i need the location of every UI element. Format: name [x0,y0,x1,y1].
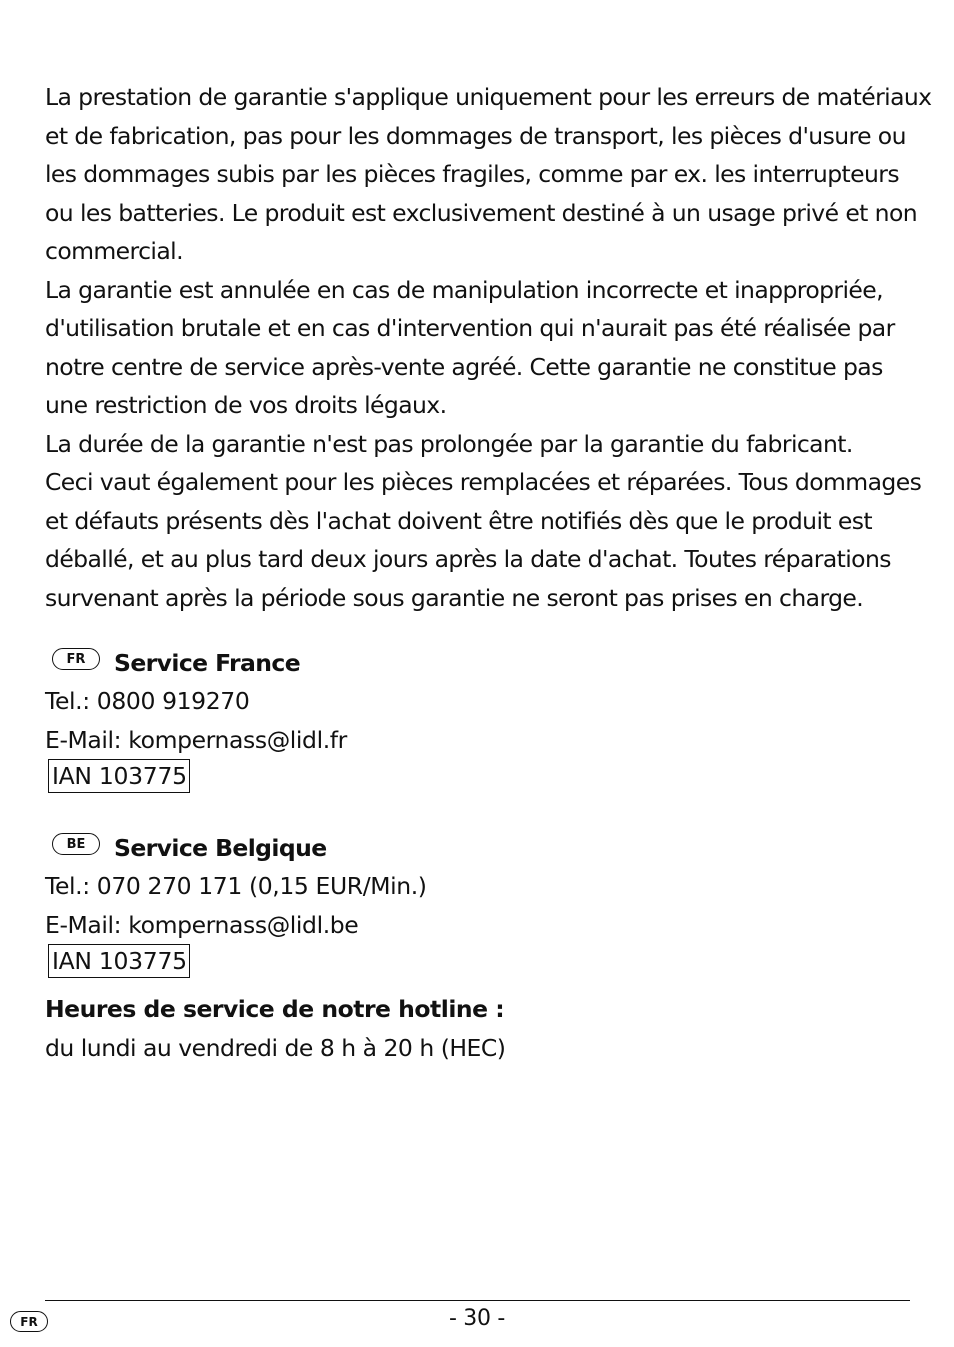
paragraph-line: les dommages subis par les pièces fragiles, comme par ex. les interrupteurs [45,160,900,188]
service-heading [45,829,910,867]
ian-box: IAN 103775 [48,944,190,978]
footer-divider [45,1300,910,1301]
paragraph-line: ou les batteries. Le produit est exclusivement destiné à un usage privé et non [45,198,918,227]
country-badge-fr: FR [52,648,100,670]
ian-box: IAN 103775 [48,759,190,793]
footer-language-badge: FR [10,1311,48,1332]
document-page [45,78,932,1067]
service-heading [45,644,910,682]
service-phone: Tel.: 070 270 171 (0,15 EUR/Min.) [45,872,427,900]
paragraph-line: survenant après la période sous garantie ne seront pas prises en charge. [45,583,864,612]
paragraph-line: et de fabrication, pas pour les dommages de transport, les pièces d'usure ou [45,121,906,150]
paragraph-line: commercial. [45,237,183,265]
hotline-hours-title: Heures de service de notre hotline : [45,995,505,1023]
page-number: - 30 - [448,1306,506,1331]
country-badge-be: BE [52,833,100,855]
paragraph-line: La prestation de garantie s'applique uniquement pour les erreurs de matériaux [45,83,932,111]
service-belgique-block [45,829,910,978]
service-phone: Tel.: 0800 919270 [45,687,250,715]
service-email: E-Mail: kompernass@lidl.be [45,910,359,939]
hotline-hours-text: du lundi au vendredi de 8 h à 20 h (HEC) [45,1033,506,1062]
paragraph-line: déballé, et au plus tard deux jours après la date d'achat. Toutes réparations [45,545,891,573]
service-email: E-Mail: kompernass@lidl.fr [45,725,347,754]
paragraph-line: et défauts présents dès l'achat doivent être notifiés dès que le produit est [45,506,872,535]
hotline-hours-block [45,990,910,1067]
service-france-block [45,644,910,793]
paragraph-line: La garantie est annulée en cas de manipulation incorrecte et inappropriée, [45,275,883,304]
paragraph-line: d'utilisation brutale et en cas d'intervention qui n'aurait pas été réalisée par [45,314,895,342]
paragraph-line: La durée de la garantie n'est pas prolongée par la garantie du fabricant. [45,429,853,458]
warranty-paragraph [45,78,932,617]
service-title: Service Belgique [114,834,327,862]
service-title: Service France [114,649,301,677]
paragraph-line: une restriction de vos droits légaux. [45,391,447,419]
paragraph-line: Ceci vaut également pour les pièces remplacées et réparées. Tous dommages [45,468,922,496]
paragraph-line: notre centre de service après-vente agréé. Cette garantie ne constitue pas [45,352,883,381]
